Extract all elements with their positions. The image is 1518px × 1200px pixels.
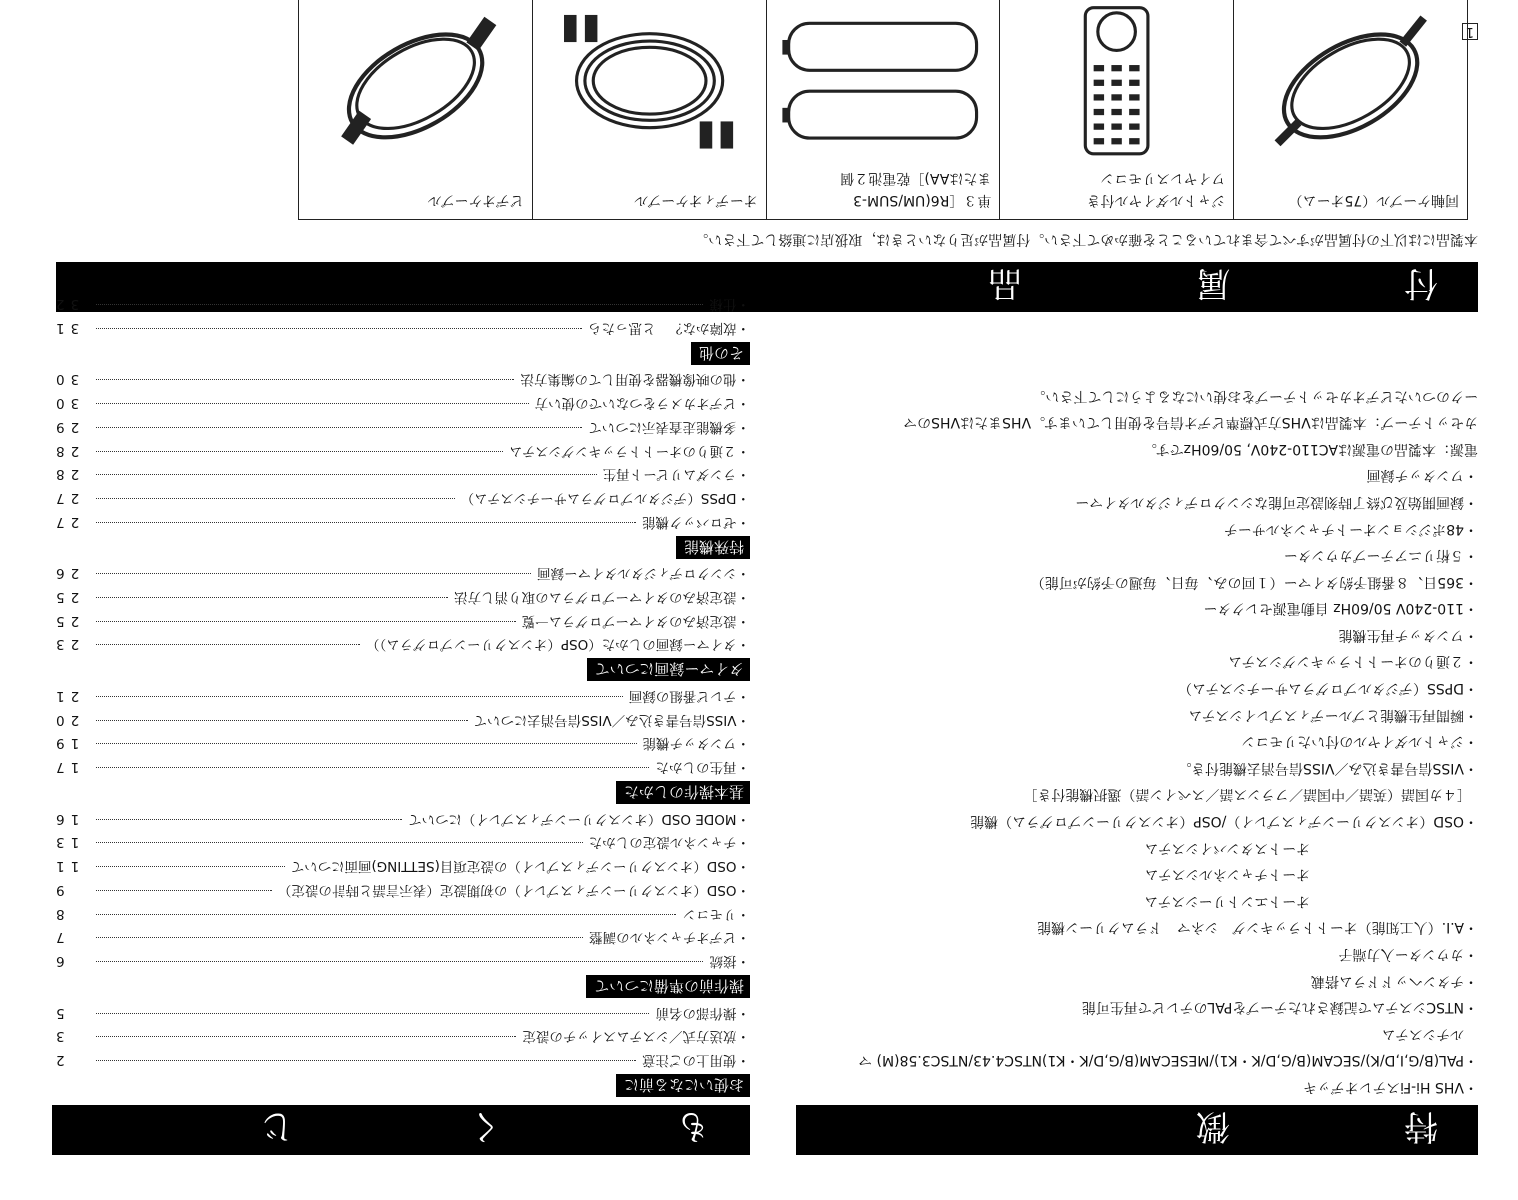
toc-section-heading: 基本操作のしかた xyxy=(616,781,750,804)
accessory-label: ビデオケーブル xyxy=(427,192,524,208)
audio-cable-icon xyxy=(545,2,754,159)
toc-leader xyxy=(96,644,360,645)
toc-label: ・故障かな？ と思ったら xyxy=(588,319,750,336)
toc-row xyxy=(50,755,750,779)
coax-cable-icon xyxy=(1246,2,1455,159)
toc-row xyxy=(50,486,750,510)
toc-page: 25 xyxy=(50,612,80,629)
toc-leader xyxy=(96,961,704,962)
table-of-contents xyxy=(50,292,750,1100)
toc-page: 30 xyxy=(50,395,80,412)
toc-row xyxy=(50,1001,750,1025)
feature-item: ・ワンタッチ再生機能 xyxy=(1338,626,1478,643)
toc-page: 9 xyxy=(50,881,65,898)
toc-section-heading: その他 xyxy=(691,342,750,365)
toc-label: ・操作部の名前 xyxy=(655,1004,750,1021)
toc-page: 8 xyxy=(50,905,65,922)
feature-item: カセットテープ：本製品はVHS方式標準ビデオ信号を使用しています。VHSまたはVHSのマ xyxy=(903,414,1478,431)
feature-item: ・録画開始及び終了時刻設定可能なシンクロディジタルタイマー xyxy=(1075,493,1478,510)
accessories-title: 付 属 品 xyxy=(56,262,1478,312)
toc-leader xyxy=(96,522,636,523)
toc-row xyxy=(50,633,750,657)
toc-leader xyxy=(96,720,468,721)
toc-leader xyxy=(96,696,623,697)
accessories-note: 本製品には以下の付属品がすべて含まれていることを確かめて下さい。付属品が足りないときは，取扱店に連絡して下さい。 xyxy=(694,231,1478,247)
feature-item: ・48ポジションオートチャンネルサーチ xyxy=(1223,520,1478,537)
battery-icon xyxy=(779,2,988,159)
feature-item: ・NTSCシステムで記録されたテープをPALのテレビで再生可能 xyxy=(1081,999,1478,1016)
toc-leader xyxy=(96,403,529,404)
accessory-batteries xyxy=(766,0,1000,219)
page-number: 1 xyxy=(1462,23,1478,40)
toc-title: も く じ xyxy=(52,1105,750,1155)
toc-row xyxy=(50,510,750,534)
toc-page: 32 xyxy=(50,296,80,313)
feature-item: ・ジャトルダイヤルの付いたリモコン xyxy=(1241,733,1478,750)
toc-leader xyxy=(96,843,583,844)
remote-control-icon xyxy=(1012,2,1221,159)
toc-row xyxy=(50,878,750,902)
toc-page: 29 xyxy=(50,418,80,435)
toc-row xyxy=(50,463,750,487)
toc-leader xyxy=(96,1060,636,1061)
toc-row xyxy=(50,292,750,316)
toc-leader xyxy=(96,498,455,499)
toc-leader xyxy=(96,304,704,305)
toc-row xyxy=(50,316,750,340)
feature-item: ・VHS Hi-Fiステレオデッキ xyxy=(1303,1079,1478,1095)
toc-label: ・DPSS（デジタルプログラムサーチシステム） xyxy=(460,489,750,506)
accessory-label: 同軸ケーブル（75オーム） xyxy=(1288,192,1459,208)
features-list xyxy=(788,382,1478,1100)
toc-row xyxy=(50,609,750,633)
feature-item: ・365日、８番組予約タイマー（１回のみ、毎日、毎週の予約が可能） xyxy=(1030,573,1478,590)
feature-item: オートスタンバイシステム xyxy=(1144,839,1478,856)
toc-leader xyxy=(96,890,272,891)
accessory-label: 単３［R6(UM/SUM-3 またはAA)］乾電池２個 xyxy=(840,170,992,208)
toc-label: ・接続 xyxy=(709,952,750,969)
toc-label: ・ワンタッチ機能 xyxy=(642,735,750,752)
toc-row xyxy=(50,392,750,416)
toc-leader xyxy=(96,380,515,381)
toc-section-heading: タイマー録画について xyxy=(587,658,750,681)
accessory-label: ジャトルダイヤル付き ワイヤレスリモコン xyxy=(1086,170,1226,208)
toc-page: 28 xyxy=(50,442,80,459)
toc-row xyxy=(50,926,750,950)
toc-row xyxy=(50,732,750,756)
toc-label: ・ビデオカメラをつないでの使い方 xyxy=(534,395,750,412)
toc-page: 28 xyxy=(50,466,80,483)
accessory-video-cable xyxy=(299,0,532,219)
toc-page: 27 xyxy=(50,513,80,530)
toc-label: ・テレビ番組の録画 xyxy=(628,688,750,705)
toc-row xyxy=(50,562,750,586)
toc-page: 26 xyxy=(50,565,80,582)
toc-row xyxy=(50,708,750,732)
feature-item: ・A.I.（人工知能）オートトラッキング シネマ ドラムクリーン機能 xyxy=(1037,919,1478,936)
toc-page: 16 xyxy=(50,810,80,827)
toc-row xyxy=(50,949,750,973)
toc-label: ・OSD（オンスクリーンディスプレイ）の初期設定（表示言語と時計の設定） xyxy=(277,881,750,898)
toc-row xyxy=(50,807,750,831)
accessories-table xyxy=(298,0,1468,220)
toc-label: ・ランダムリピート再生 xyxy=(602,466,750,483)
toc-label: ・設定済みのタイマープログラム一覧 xyxy=(521,612,750,629)
toc-row xyxy=(50,439,750,463)
feature-item: ・瞬間再生機能とブルーディスプレイシステム xyxy=(1188,706,1478,723)
toc-page: 17 xyxy=(50,759,80,776)
toc-page: 23 xyxy=(50,636,80,653)
toc-leader xyxy=(96,328,582,329)
toc-page: 7 xyxy=(50,929,65,946)
feature-item: 電源：本製品の電源はAC110-240V, 50/60Hzです。 xyxy=(1142,440,1478,457)
feature-item: ・110-240V 50/60Hz 自動電源セレクター xyxy=(1203,600,1478,617)
toc-page: 20 xyxy=(50,711,80,728)
toc-label: ・設定済みのタイマープログラムの取り消し方法 xyxy=(454,589,750,605)
toc-label: ・再生のしかた xyxy=(655,759,750,776)
toc-page: 5 xyxy=(50,1004,65,1021)
toc-leader xyxy=(96,743,637,744)
toc-label: ・仕様 xyxy=(709,296,750,313)
toc-label: ・ゼロバック機能 xyxy=(642,513,750,530)
toc-page: 30 xyxy=(50,371,80,388)
toc-row xyxy=(50,415,750,439)
toc-label: ・チャンネル設定のしかた xyxy=(588,834,750,851)
toc-row xyxy=(50,902,750,926)
toc-row xyxy=(50,855,750,879)
toc-label: ・MODE OSD（オンスクリーンディスプレイ）について xyxy=(408,810,750,827)
toc-label: ・放送方式／システムスイッチの設定 xyxy=(522,1028,750,1045)
toc-row xyxy=(50,1048,750,1072)
features-title: 特 徴 xyxy=(796,1105,1478,1155)
toc-row xyxy=(50,585,750,609)
feature-item: ・５桁リニアテープカウンター xyxy=(1283,547,1478,564)
toc-leader xyxy=(96,914,677,915)
feature-item: ルチシステム xyxy=(1381,1025,1478,1042)
feature-item: ・ワンタッチ録画 xyxy=(1366,467,1478,484)
toc-page: 25 xyxy=(50,589,80,605)
accessory-remote-control xyxy=(999,0,1233,219)
toc-row xyxy=(50,831,750,855)
accessory-coax-cable xyxy=(1233,0,1467,219)
toc-label: ・ビデオチャンネルの調整 xyxy=(589,929,750,946)
toc-page: 13 xyxy=(50,834,80,851)
video-cable-icon xyxy=(311,2,520,159)
toc-label: ・OSD（オンスクリーンディスプレイ）の設定項目(SETTING)画面について xyxy=(290,858,750,875)
toc-leader xyxy=(96,1036,516,1037)
toc-row xyxy=(50,368,750,392)
accessory-label: オーディオケーブル xyxy=(634,192,758,208)
accessory-audio-cable xyxy=(532,0,766,219)
toc-row xyxy=(50,1025,750,1049)
toc-label: ・２通りのオートトラッキングシステム xyxy=(509,442,750,459)
toc-leader xyxy=(96,597,448,598)
toc-page: 27 xyxy=(50,489,80,506)
feature-item: ・VISS信号書き込み／VISS信号消去機能付き。 xyxy=(1177,759,1478,776)
feature-item: オートチャンネルシステム xyxy=(1144,866,1478,883)
feature-item: ［４カ国語（英語／中国語／フランス語／スペイン語）選択機能付き］ xyxy=(1023,786,1478,803)
toc-page: 31 xyxy=(50,319,80,336)
toc-label: ・使用上のご注意 xyxy=(642,1052,750,1068)
toc-page: 3 xyxy=(50,1028,65,1045)
toc-section-heading: 操作前の準備について xyxy=(586,975,750,998)
feature-item: ・PAL(B/G,I,D/K)/SECAM(B/G,D/K・K1)/MESECAM(B/G,D/K・K1)NTSC4.43/NTSC3.58(M) マ xyxy=(858,1052,1478,1069)
toc-section-heading: お使いになる前に xyxy=(616,1074,750,1097)
toc-leader xyxy=(96,573,531,574)
toc-leader xyxy=(96,621,516,622)
feature-item: ・DPSS（デジタルプログラムサーチシステム） xyxy=(1177,680,1478,697)
toc-leader xyxy=(96,767,650,768)
feature-item: ・チタンヘッドドラム搭載 xyxy=(1310,972,1478,989)
toc-label: ・タイマー録画のしかた（OSP（オンスクリーンプログラム）） xyxy=(365,636,750,653)
toc-leader xyxy=(96,1013,650,1014)
toc-page: 11 xyxy=(50,858,80,875)
toc-label: ・他の映像機器を使用しての編集方法 xyxy=(520,371,750,388)
feature-item: ・２通りのオートトラッキングシステム xyxy=(1228,653,1478,670)
toc-leader xyxy=(96,427,582,428)
toc-leader xyxy=(96,819,402,820)
toc-section-heading: 特殊機能 xyxy=(676,536,750,559)
toc-page: 6 xyxy=(50,952,65,969)
toc-label: ・リモコン xyxy=(682,905,750,922)
toc-leader xyxy=(96,451,503,452)
toc-page: 2 xyxy=(50,1052,65,1068)
toc-page: 19 xyxy=(50,735,80,752)
toc-leader xyxy=(96,474,597,475)
toc-leader xyxy=(96,937,583,938)
toc-label: ・多機能走査表示について xyxy=(588,418,750,435)
feature-item: ークのついたビデオカセットテープをお使いになるようにして下さい。 xyxy=(1031,387,1478,404)
toc-page: 21 xyxy=(50,688,80,705)
toc-label: ・VISS信号書き込み／VISS信号消去について xyxy=(473,711,750,728)
toc-leader xyxy=(96,866,285,867)
feature-item: オートエントリーシステム xyxy=(1144,892,1478,909)
feature-item: ・カウンター入力端子 xyxy=(1338,946,1478,963)
feature-item: ・OSD（オンスクリーンディスプレイ）/OSP（オンスクリーンプログラム）機能 xyxy=(970,813,1478,830)
toc-row xyxy=(50,684,750,708)
toc-label: ・シンクロディジタルタイマー録画 xyxy=(537,565,750,582)
